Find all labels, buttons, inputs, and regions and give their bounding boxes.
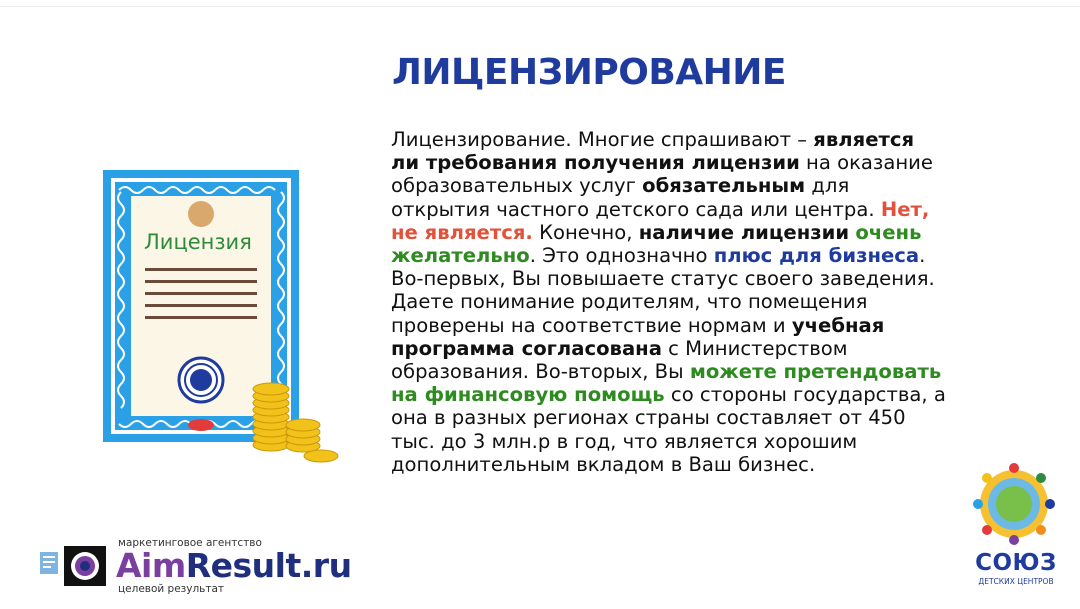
- paragraph-run: со стороны государства, а она в разных регионах страны составляет от 450 тыс. до 3 млн.р в год, что является хорошим дополнительным вкладом в Ваш бизнес.: [391, 383, 946, 476]
- paragraph-run: является ли требования получения лицензии: [391, 128, 915, 175]
- paragraph-run: обязательным: [642, 174, 806, 198]
- agency-tagline-bottom: целевой результат: [118, 583, 225, 595]
- paragraph-run: . Это однозначно: [529, 244, 714, 268]
- license-label: Лицензия: [144, 230, 252, 254]
- paragraph-run: на оказание образовательных услуг: [391, 151, 933, 198]
- agency-name-part2: Result.ru: [185, 546, 352, 585]
- top-divider: [0, 6, 1080, 7]
- union-subtitle: ДЕТСКИХ ЦЕНТРОВ: [978, 577, 1054, 586]
- paragraph-run: . Во-первых, Вы повышаете статус своего заведения. Даете понимание родителям, что помещения проверены на соответствие нормам и: [391, 244, 935, 337]
- paragraph-run: Конечно,: [532, 220, 639, 244]
- paragraph-run: можете претендовать на финансовую помощь: [391, 360, 942, 407]
- union-name: СОЮЗ: [975, 550, 1057, 576]
- body-paragraph: [391, 128, 946, 476]
- agency-name-part1: Aim: [116, 546, 186, 585]
- paragraph-run: с Министерством образования. Во-вторых, Вы: [391, 336, 848, 384]
- paragraph-run: наличие лицензии: [638, 220, 850, 244]
- license-certificate-icon: [103, 170, 343, 470]
- paragraph-run: плюс для бизнеса: [713, 244, 920, 268]
- paragraph-run: очень желательно: [391, 220, 922, 268]
- paragraph-run: учебная программа согласована: [391, 313, 885, 360]
- agency-name: [116, 546, 352, 585]
- paragraph-run: для открытия частного детского сада или центра.: [391, 174, 881, 221]
- paragraph-run: Лицензирование. Многие спрашивают –: [391, 128, 814, 151]
- paragraph-run: Нет, не является.: [391, 197, 930, 244]
- agency-tagline-top: маркетинговое агентство: [118, 537, 262, 549]
- slide-title: ЛИЦЕНЗИРОВАНИЕ: [392, 52, 786, 93]
